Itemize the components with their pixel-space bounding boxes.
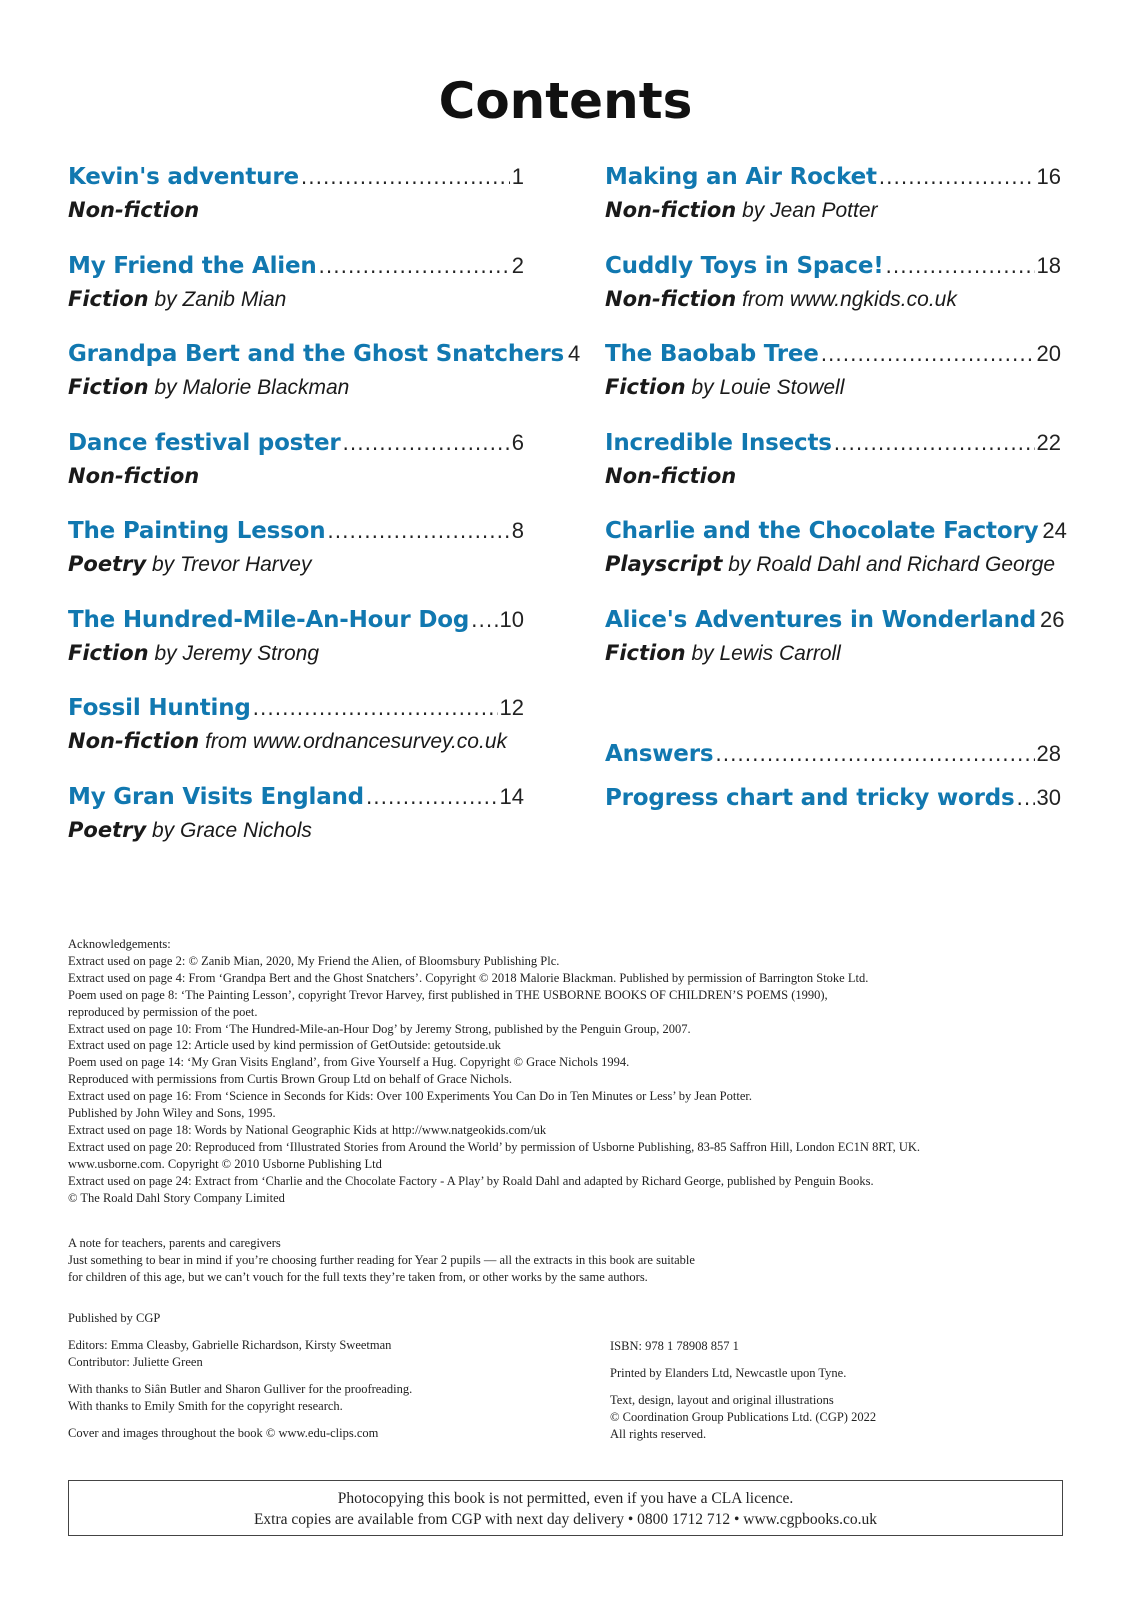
dot-leader (886, 254, 1035, 278)
ack-line: Acknowledgements: (68, 937, 171, 951)
ack-line: Extract used on page 10: From ‘The Hundred-Mile-an-Hour Dog’ by Jeremy Strong, published by the Penguin Group, 2007. (68, 1021, 691, 1036)
ack-line: Extract used on page 4: From ‘Grandpa Bert and the Ghost Snatchers’. Copyright © 2018 Malorie Blackman. Published by permission of Barrington Stoke Ltd. (68, 970, 869, 985)
toc-page-number: 12 (499, 695, 524, 720)
isbn: ISBN: 978 1 78908 857 1 (610, 1339, 739, 1353)
toc-entry-title[interactable]: The Baobab Tree (605, 341, 819, 367)
toc-entry-title[interactable]: Fossil Hunting (68, 695, 251, 721)
toc-entry[interactable] (68, 253, 524, 342)
toc-page-number: 10 (499, 606, 524, 632)
dot-leader (879, 165, 1035, 189)
toc-entry-title[interactable]: Progress chart and tricky words (605, 785, 1015, 811)
toc-page-number: 4 (568, 341, 581, 366)
toc-genre: Non-fiction (68, 729, 200, 753)
toc-byline: from www.ordnancesurvey.co.uk (199, 730, 507, 753)
toc-byline: by Jean Potter (736, 199, 878, 222)
toc-page-number: 8 (511, 518, 524, 543)
toc-byline: by Grace Nichols (146, 818, 312, 842)
toc-entry[interactable] (68, 341, 581, 430)
toc-entry[interactable] (68, 607, 524, 696)
toc-extra-list (605, 741, 1061, 829)
copyright-line: All rights reserved. (610, 1426, 707, 1441)
dot-leader (821, 342, 1035, 366)
thanks-line: With thanks to Emily Smith for the copyright research. (68, 1398, 343, 1413)
dot-leader (471, 608, 497, 632)
toc-genre: Non-fiction (605, 463, 737, 488)
toc-entry-title[interactable]: Kevin's adventure (68, 164, 299, 190)
toc-genre: Playscript (605, 552, 723, 576)
notice-line: Extra copies are available from CGP with next day delivery • 0800 1712 712 • www.cgpbooks.co.uk (253, 1511, 878, 1528)
published-by: Published by CGP (68, 1311, 161, 1325)
toc-entry[interactable] (605, 606, 1065, 696)
ack-line: Extract used on page 2: © Zanib Mian, 2020, My Friend the Alien, of Bloomsbury Publishing Plc. (68, 953, 560, 968)
contributor: Contributor: Juliette Green (68, 1354, 203, 1369)
toc-entry[interactable] (605, 741, 1061, 785)
publisher-credits (68, 1310, 588, 1441)
ack-line: Poem used on page 14: ‘My Gran Visits England’, from Give Yourself a Hug. Copyright © Grace Nichols 1994. (68, 1055, 630, 1070)
toc-byline: by Malorie Blackman (148, 376, 350, 399)
toc-entry-title[interactable]: Alice's Adventures in Wonderland (605, 606, 1037, 633)
toc-genre: Poetry (68, 817, 147, 842)
ack-line: Extract used on page 20: Reproduced from ‘Illustrated Stories from Around the World’ by permission of Usborne Publishing, 83-85 Saffron Hill, London EC1N 8RT, UK. (68, 1139, 921, 1154)
copyright-line: Text, design, layout and original illustrations (610, 1392, 834, 1407)
toc-genre: Non-fiction (605, 286, 737, 311)
thanks-line: With thanks to Siân Butler and Sharon Gulliver for the proofreading. (68, 1381, 413, 1396)
toc-entry[interactable] (68, 518, 524, 607)
dot-leader (366, 785, 498, 809)
notice-line: Photocopying this book is not permitted, even if you have a CLA licence. (337, 1490, 794, 1507)
note-line: for children of this age, but we can’t vouch for the full texts they’re taken from, or other works by the same authors. (68, 1269, 648, 1284)
toc-entry-title[interactable]: Incredible Insects (605, 429, 832, 456)
toc-entry[interactable] (68, 784, 524, 873)
toc-left-column (68, 164, 581, 872)
ack-line: Reproduced with permissions from Curtis Brown Group Ltd on behalf of Grace Nichols. (68, 1072, 513, 1087)
toc-page-number: 30 (1036, 785, 1061, 810)
toc-entry-title[interactable]: Grandpa Bert and the Ghost Snatchers (68, 341, 565, 367)
photocopy-notice (68, 1480, 1063, 1536)
toc-entry[interactable] (605, 164, 1061, 253)
toc-genre: Fiction (68, 640, 149, 665)
toc-entry[interactable] (68, 695, 524, 784)
toc-page-number: 16 (1036, 164, 1061, 189)
dot-leader (327, 519, 509, 543)
toc-entry-title[interactable]: The Painting Lesson (68, 518, 326, 544)
toc-byline: by Jeremy Strong (148, 641, 320, 665)
acknowledgements (68, 936, 1068, 1207)
ack-line: Extract used on page 18: Words by National Geographic Kids at http://www.natgeokids.com/uk (68, 1122, 547, 1137)
ack-line: Poem used on page 8: ‘The Painting Lesson’, copyright Trevor Harvey, first published in THE USBORNE BOOKS OF CHILDREN’S POEMS (1990), (68, 987, 828, 1002)
toc-entry[interactable] (605, 341, 1061, 430)
publication-info (610, 1338, 1070, 1443)
dot-leader (343, 431, 510, 455)
toc-page-number: 22 (1036, 429, 1061, 455)
toc-page-number: 26 (1040, 606, 1065, 632)
toc-genre: Fiction (605, 640, 686, 665)
toc-page-number: 18 (1036, 252, 1061, 278)
toc-entry-title[interactable]: Charlie and the Chocolate Factory (605, 518, 1039, 544)
toc-genre: Fiction (68, 286, 149, 311)
toc-entry[interactable] (605, 430, 1061, 519)
toc-genre: Non-fiction (605, 198, 737, 222)
toc-entry[interactable] (605, 518, 1067, 607)
dot-leader (301, 165, 510, 189)
toc-entry-title[interactable]: Dance festival poster (68, 429, 341, 456)
dot-leader (834, 431, 1035, 455)
ack-line: Extract used on page 12: Article used by kind permission of GetOutside: getoutside.uk (68, 1038, 501, 1053)
toc-entry[interactable] (605, 253, 1061, 342)
ack-line: reproduced by permission of the poet. (68, 1004, 258, 1019)
ack-line: Extract used on page 24: Extract from ‘Charlie and the Chocolate Factory - A Play’ by Roald Dahl and adapted by Richard George, published by Penguin Books. (68, 1173, 874, 1188)
toc-byline: by Zanib Mian (148, 287, 287, 311)
toc-page-number: 14 (499, 783, 524, 809)
note-heading: A note for teachers, parents and caregivers (68, 1236, 281, 1250)
toc-genre: Poetry (68, 552, 147, 576)
toc-entry-title[interactable]: Making an Air Rocket (605, 164, 877, 190)
page-title: Contents (438, 72, 693, 130)
copyright-line: © Coordination Group Publications Ltd. (CGP) 2022 (610, 1409, 877, 1424)
toc-byline: by Lewis Carroll (685, 641, 841, 665)
toc-genre: Non-fiction (68, 198, 200, 222)
toc-byline: by Louie Stowell (685, 376, 845, 399)
toc-page-number: 24 (1042, 518, 1067, 543)
toc-byline: from www.ngkids.co.uk (736, 287, 957, 311)
toc-right-column (605, 164, 1067, 695)
dot-leader (253, 696, 498, 720)
printed-by: Printed by Elanders Ltd, Newcastle upon Tyne. (610, 1365, 847, 1380)
toc-genre: Fiction (605, 375, 686, 399)
toc-entry-title[interactable]: My Friend the Alien (68, 252, 317, 279)
dot-leader (319, 254, 510, 278)
toc-entry[interactable] (68, 430, 524, 519)
ack-line: Published by John Wiley and Sons, 1995. (68, 1106, 276, 1121)
toc-page-number: 2 (511, 252, 524, 278)
ack-line: Extract used on page 16: From ‘Science in Seconds for Kids: Over 100 Experiments You Can Do in Ten Minutes or Less’ by Jean Potter. (68, 1089, 752, 1104)
toc-byline: by Roald Dahl and Richard George (722, 553, 1056, 576)
toc-genre: Non-fiction (68, 463, 200, 488)
toc-entry[interactable] (605, 785, 1061, 829)
dot-leader (1017, 786, 1035, 810)
toc-page-number: 28 (1036, 741, 1061, 766)
toc-entry-title[interactable]: Cuddly Toys in Space! (605, 252, 884, 279)
toc-genre: Fiction (68, 375, 149, 399)
dot-leader (715, 742, 1034, 766)
ack-line: © The Roald Dahl Story Company Limited (68, 1190, 285, 1205)
toc-entry-title[interactable]: My Gran Visits England (68, 783, 364, 810)
ack-line: www.usborne.com. Copyright © 2010 Usborne Publishing Ltd (68, 1156, 382, 1171)
toc-entry-title[interactable]: The Hundred-Mile-An-Hour Dog (68, 606, 470, 633)
note-for-teachers (68, 1235, 1068, 1286)
toc-page-number: 20 (1036, 341, 1061, 366)
editors: Editors: Emma Cleasby, Gabrielle Richardson, Kirsty Sweetman (68, 1337, 392, 1352)
note-line: Just something to bear in mind if you’re choosing further reading for Year 2 pupils — all the extracts in this book are suitable (68, 1252, 695, 1267)
toc-page-number: 1 (511, 164, 524, 189)
toc-byline: by Trevor Harvey (146, 553, 312, 576)
toc-entry[interactable] (68, 164, 524, 253)
toc-entry-title[interactable]: Answers (605, 741, 714, 767)
cover-credit: Cover and images throughout the book © www.edu-clips.com (68, 1425, 379, 1440)
toc-page-number: 6 (511, 429, 524, 455)
